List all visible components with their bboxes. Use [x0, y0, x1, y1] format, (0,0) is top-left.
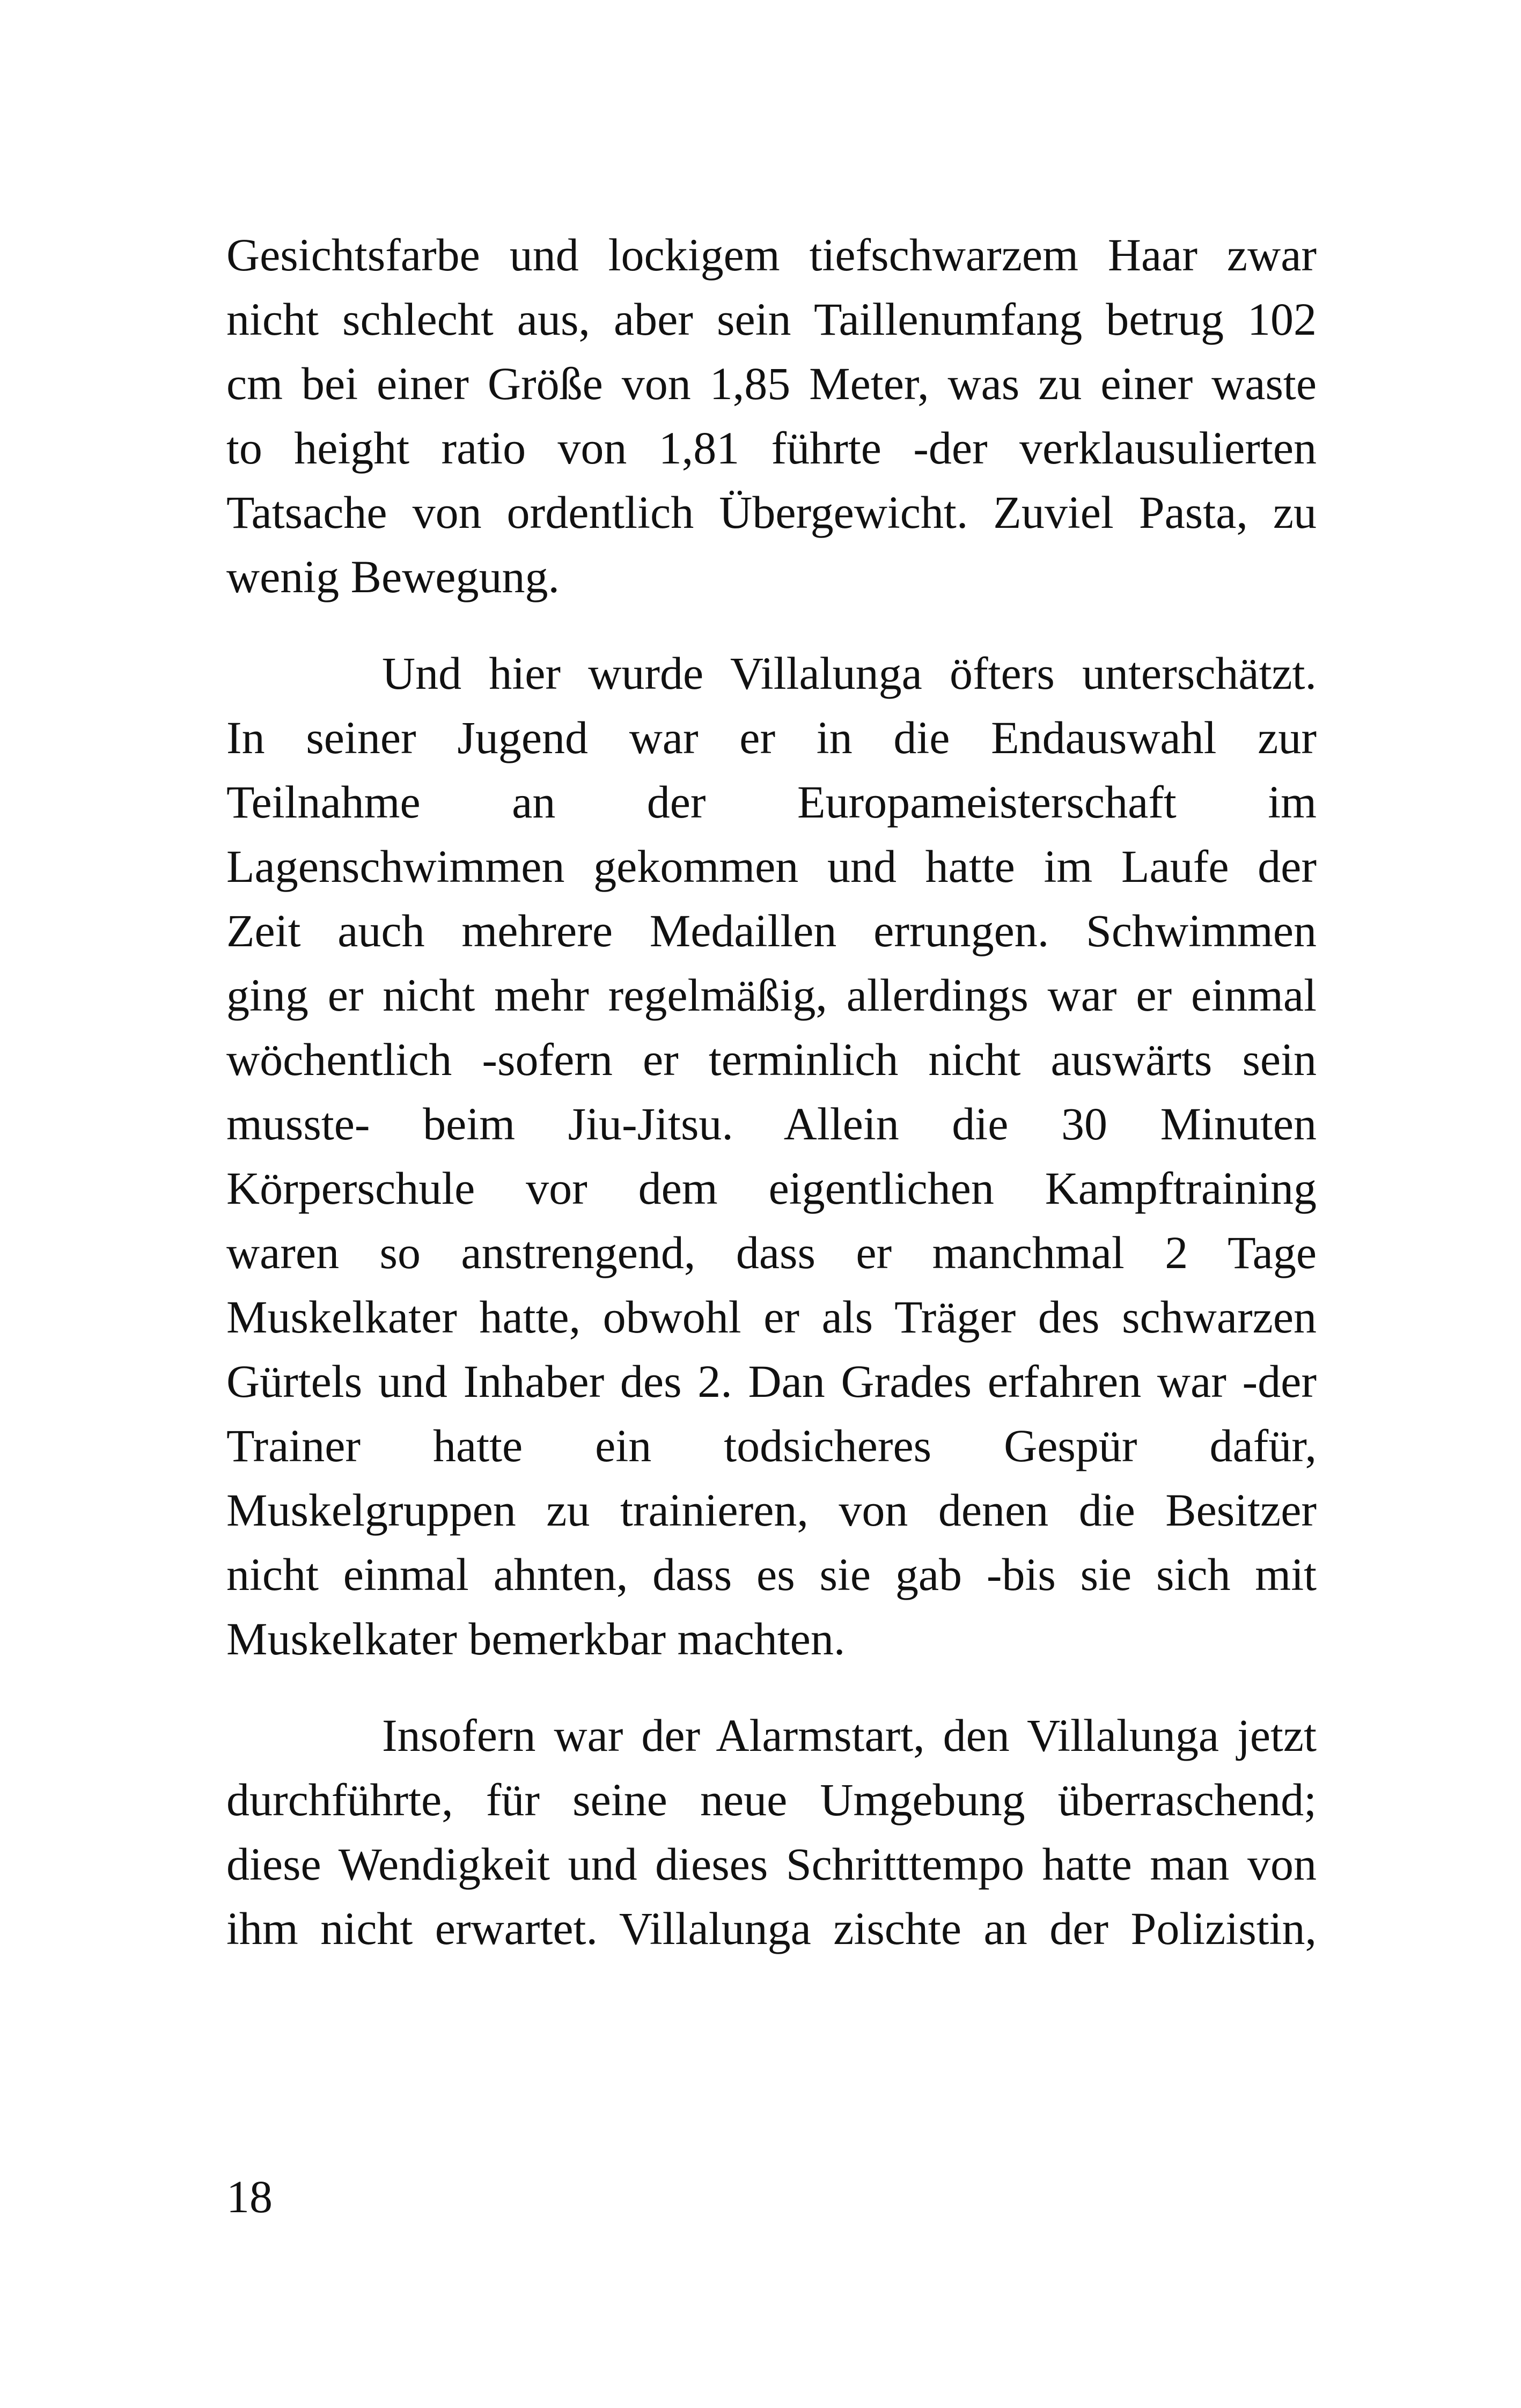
text-line: waren so anstrengend, dass er manchmal 2 Tage	[226, 1227, 1317, 1278]
text-line: durchführte, für seine neue Umgebung überraschend;	[226, 1774, 1317, 1825]
text-line: nicht einmal ahnten, dass es sie gab -bis sie sich mit	[226, 1549, 1317, 1600]
text-line: wöchentlich -sofern er terminlich nicht auswärts sein	[226, 1034, 1317, 1085]
page-number: 18	[226, 2171, 273, 2222]
text-line: Körperschule vor dem eigentlichen Kampftraining	[226, 1162, 1317, 1214]
paragraph-spacer	[226, 609, 1317, 641]
text-line: Muskelkater hatte, obwohl er als Träger des schwarzen	[226, 1291, 1317, 1343]
paragraph-spacer	[226, 1671, 1317, 1703]
text-line: ging er nicht mehr regelmäßig, allerdings war er einmal	[226, 969, 1317, 1021]
text-line: Und hier wurde Villalunga öfters unterschätzt.	[382, 647, 1317, 699]
paragraph-2	[226, 641, 1317, 1671]
text-line: Zeit auch mehrere Medaillen errungen. Schwimmen	[226, 905, 1317, 956]
text-line: wenig Bewegung.	[226, 551, 560, 602]
text-line: Muskelkater bemerkbar machten.	[226, 1613, 846, 1665]
paragraph-1	[226, 223, 1317, 609]
text-line: Lagenschwimmen gekommen und hatte im Laufe der	[226, 841, 1317, 892]
text-line: Tatsache von ordentlich Übergewicht. Zuviel Pasta, zu	[226, 487, 1317, 538]
text-line: Muskelgruppen zu trainieren, von denen die Besitzer	[226, 1484, 1317, 1536]
text-line: Trainer hatte ein todsicheres Gespür dafür,	[226, 1420, 1317, 1471]
text-line: to height ratio von 1,81 führte -der verklausulierten	[226, 422, 1317, 474]
text-line: Gesichtsfarbe und lockigem tiefschwarzem Haar zwar	[226, 229, 1317, 281]
text-line: Insofern war der Alarmstart, den Villalunga jetzt	[382, 1710, 1317, 1761]
text-line: ihm nicht erwartet. Villalunga zischte an der Polizistin,	[226, 1903, 1317, 1954]
text-line: cm bei einer Größe von 1,85 Meter, was zu einer waste	[226, 358, 1317, 409]
text-line: Gürtels und Inhaber des 2. Dan Grades erfahren war -der	[226, 1356, 1317, 1407]
text-line: In seiner Jugend war er in die Endauswahl zur	[226, 712, 1317, 763]
paragraph-3	[226, 1703, 1317, 1961]
text-line: musste- beim Jiu-Jitsu. Allein die 30 Minuten	[226, 1098, 1317, 1150]
text-line: nicht schlecht aus, aber sein Taillenumfang betrug 102	[226, 293, 1317, 345]
body-text	[226, 223, 1317, 1961]
text-line: Teilnahme an der Europameisterschaft im	[226, 776, 1317, 828]
text-line: diese Wendigkeit und dieses Schritttempo hatte man von	[226, 1838, 1317, 1890]
